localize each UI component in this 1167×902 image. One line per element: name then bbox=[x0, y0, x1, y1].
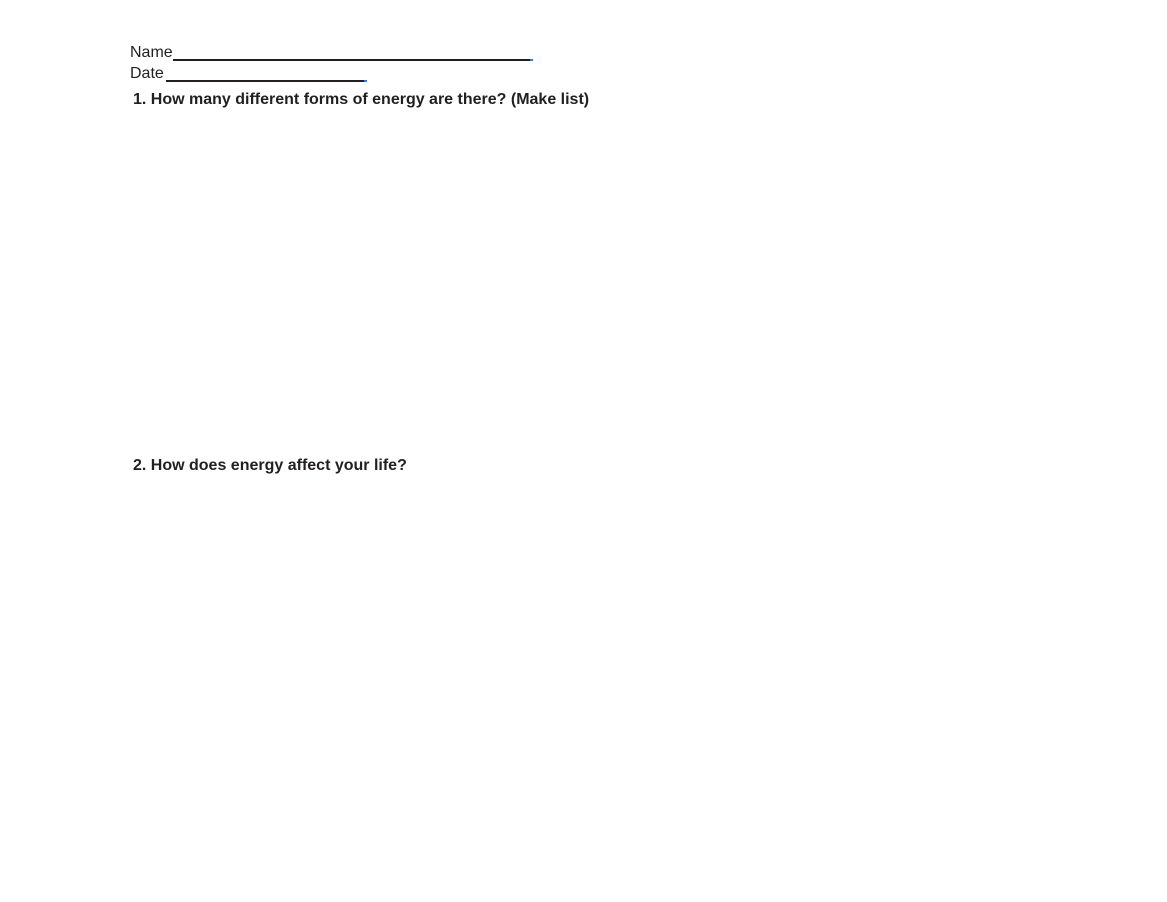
date-label: Date bbox=[130, 65, 164, 82]
question-1-answer-space bbox=[130, 115, 1030, 445]
name-blank-line bbox=[173, 59, 530, 61]
question-2: 2. How does energy affect your life? bbox=[133, 457, 407, 474]
name-label: Name bbox=[130, 44, 173, 61]
question-2-answer-space bbox=[130, 481, 1030, 881]
date-blank-line bbox=[166, 80, 364, 82]
name-line-end-marker bbox=[530, 59, 533, 61]
question-1: 1. How many different forms of energy are there? (Make list) bbox=[133, 91, 590, 108]
date-line-end-marker bbox=[364, 80, 367, 82]
